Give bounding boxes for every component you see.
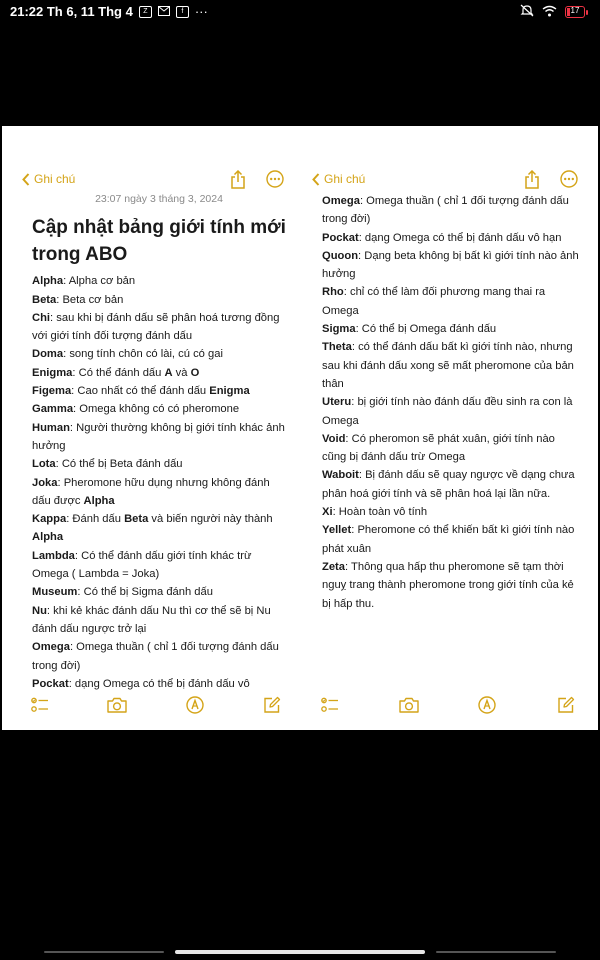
entry-term: Omega [322,195,360,207]
entry-desc: Pheromone hữu dụng nhưng không đánh dấu được [32,476,270,507]
entry-term: Gamma [32,403,74,416]
compose-button[interactable] [554,694,578,716]
entry-sep: : [63,348,70,361]
entry-sep: : [66,513,73,526]
status-time-date: 21:22 Th 6, 11 Thg 4 [10,4,133,19]
entry-b1: A [164,366,173,379]
checklist-icon [31,697,49,713]
mail-notification-icon [158,4,170,19]
entry-term: Quoon [322,249,359,262]
note-body[interactable] [32,190,286,693]
entry-item [32,309,286,346]
battery-percent: 17 [570,6,580,15]
entry-term: Joka [32,476,58,489]
entry-sep: : [56,293,63,306]
entry-item [32,547,286,584]
entry-item [322,338,580,393]
entry-desc: Hoàn toàn vô tính [338,506,428,519]
back-label: Ghi chú [324,172,366,186]
chevron-left-icon [22,173,30,186]
camera-button[interactable] [397,694,421,716]
entry-b2: O [190,366,200,379]
entry-term: Zeta [322,560,346,573]
entry-sep: : [50,311,57,324]
entry-item [32,583,286,601]
compose-button[interactable] [260,694,284,716]
entry-term: Figema [32,385,72,398]
notes-screen [2,126,598,730]
entry-desc: khi kẻ khác đánh dấu Nu thì cơ thể sẽ bị Nu đánh dấu ngược trở lại [32,604,271,635]
entry-term: Doma [32,348,64,361]
entry-item [322,283,580,320]
entry-item [322,247,580,284]
entry-item [32,382,286,400]
entry-desc: Có pheromon sẽ phát xuân, giới tính nào cũng bị đánh dấu trừ Omega [322,432,555,464]
entry-desc: Thông qua hấp thu pheromone sẽ tạm thời nguỵ trang thành pheromone trong giới tính của kẻ bị hấp thu. [322,560,574,610]
entry-term: Lota [32,458,56,471]
entry-desc: chỉ có thể làm đối phương mang thai ra Omega [322,286,546,317]
entry-sep: : [77,586,84,599]
checklist-icon [321,697,339,713]
entry-item [32,675,286,693]
entry-sep: : [68,677,75,690]
camera-icon [107,697,127,713]
entry-desc: Omega thuần ( chỉ 1 đối tượng đánh dấu trong đời) [32,641,279,672]
entry-desc: Đánh dấu [72,513,125,526]
entry-desc: Có thể bị Beta đánh dấu [61,458,183,471]
entry-desc: Có thể bị Omega đánh dấu [361,323,497,336]
entry-b2: Alpha [32,531,64,544]
entry-item [322,430,580,467]
status-left [10,4,208,19]
entry-item [322,192,580,229]
entry-sep: : [63,275,69,288]
entry-b1: Beta [124,513,149,526]
nav-bar [302,170,592,194]
compose-icon [557,696,575,714]
status-right [520,4,588,20]
entry-desc: Bị đánh dấu sẽ quay ngược về dạng chưa phân hoá giới tính và sẽ phân hoá lại lần nữa. [322,469,575,500]
entry-sep: : [343,286,350,299]
entry-mid: và biến người này thành [148,513,273,526]
entry-item [32,345,286,363]
checklist-button[interactable] [28,694,52,716]
entry-sep: : [332,506,339,519]
bottom-toolbar [302,692,592,718]
entry-desc: sau khi bị đánh dấu sẽ phân hoá tương đồng với giới tính đối tượng đánh dấu [32,311,280,343]
entry-item [322,229,580,247]
entry-list [322,192,580,613]
back-button[interactable] [312,172,365,186]
gesture-hint-left [44,951,164,953]
entry-desc: Omega không có có pheromone [79,403,240,416]
note-pane-right [302,126,592,730]
share-icon [524,170,540,190]
entry-term: Beta [32,293,57,306]
entry-term: Void [322,432,346,445]
entry-sep: : [358,249,365,262]
note-body[interactable] [322,192,580,613]
entry-sep: : [358,469,366,482]
battery-indicator [565,6,588,18]
silent-mode-icon [520,4,534,20]
entry-sep: : [345,560,352,573]
home-indicator[interactable] [175,950,425,954]
entry-sep: : [46,604,54,617]
gesture-hint-right [436,951,556,953]
entry-sep: : [345,432,352,445]
entry-b1: Alpha [83,494,115,507]
note-title: Cập nhật bảng giới tính mới trong ABO [32,217,286,266]
entry-term: Waboit [322,469,359,482]
entry-sep: : [74,549,82,562]
entry-item [322,521,580,558]
entry-sep: : [73,403,80,416]
entry-mid: và [172,366,191,379]
entry-item [32,474,286,511]
entry-term: Pockat [322,231,359,244]
entry-item [322,466,580,503]
compose-icon [263,696,281,714]
entry-item [322,320,580,338]
entry-term: Human [32,421,70,434]
entry-sep: : [71,385,78,398]
markup-pen-icon [478,696,496,714]
entry-desc: Cao nhất có thể đánh dấu [77,385,210,398]
entry-term: Rho [322,286,344,299]
entry-item [32,602,286,639]
entry-term: Sigma [322,323,356,336]
status-bar [0,0,600,24]
entry-desc: Alpha cơ bản [68,275,136,288]
entry-term: Chi [32,311,51,324]
entry-term: Omega [32,641,70,654]
entry-term: Uteru [322,396,352,409]
entry-sep: : [69,641,77,654]
facebook-notification-icon: f [176,6,189,18]
entry-term: Pockat [32,677,69,690]
entry-item [32,419,286,456]
entry-term: Lambda [32,549,75,562]
entry-item [32,400,286,418]
entry-item [32,510,286,547]
back-label: Ghi chú [34,172,76,186]
bottom-toolbar [12,692,298,718]
entry-desc: bị giới tính nào đánh dấu đều sinh ra con là Omega [322,396,573,427]
entry-desc: dạng Omega có thể bị đánh dấu vô [74,677,250,690]
entry-list [32,272,286,693]
entry-sep: : [57,476,64,489]
entry-sep: : [351,524,358,537]
entry-item [32,638,286,675]
entry-item [322,393,580,430]
entry-term: Nu [32,604,47,617]
entry-term: Alpha [32,275,64,288]
entry-item [32,364,286,382]
camera-button[interactable] [105,694,129,716]
entry-desc: Có thể đánh dấu [78,366,165,379]
status-more: ··· [194,4,208,19]
markup-button[interactable] [475,694,499,716]
ellipsis-circle-icon [266,170,284,188]
entry-term: Museum [32,586,78,599]
entry-desc: Omega thuần ( chỉ 1 đối tượng đánh dấu trong đời) [322,195,569,226]
entry-term: Theta [322,341,352,354]
entry-item [32,272,286,290]
markup-pen-icon [186,696,204,714]
entry-b1: Enigma [209,385,250,398]
entry-sep: : [359,195,367,207]
share-icon [230,170,246,190]
entry-sep: : [72,366,79,379]
entry-desc: có thể đánh dấu bất kì giới tính nào, nhưng sau khi đánh dấu xong sẽ mất pheromone của bản thân [322,341,574,390]
entry-sep: : [355,323,362,336]
entry-sep: : [69,421,77,434]
entry-desc: Có thể đánh dấu giới tính khác trừ Omega ( Lambda = Joka) [32,549,252,581]
entry-term: Xi [322,506,333,519]
entry-desc: Có thể bị Sigma đánh dấu [83,586,213,599]
markup-button[interactable] [183,694,207,716]
entry-desc: song tính chôn có lài, cú có gai [69,348,223,361]
note-date: 23:07 ngày 3 tháng 3, 2024 [95,193,223,205]
entry-term: Yellet [322,524,352,537]
entry-item [322,558,580,613]
entry-sep: : [358,231,365,244]
entry-item [322,503,580,521]
entry-desc: dạng Omega có thể bị đánh dấu vô hạn [364,231,562,244]
entry-sep: : [351,341,359,354]
checklist-button[interactable] [318,694,342,716]
wifi-icon [542,5,557,20]
entry-sep: : [55,458,62,471]
back-button[interactable] [22,172,75,186]
entry-item [32,455,286,473]
entry-desc: Người thường không bị giới tính khác ảnh hưởng [32,421,285,452]
entry-sep: : [351,396,358,409]
note-pane-left [12,126,298,730]
entry-desc: Pheromone có thể khiến bất kì giới tính nào phát xuân [322,524,575,555]
entry-term: Kappa [32,513,67,526]
zalo-notification-icon: Z [139,6,152,18]
chevron-left-icon [312,173,320,186]
more-button[interactable] [560,170,578,193]
entry-term: Enigma [32,366,73,379]
ellipsis-circle-icon [560,170,578,188]
entry-desc: Beta cơ bản [62,293,124,306]
camera-icon [399,697,419,713]
entry-desc: Dạng beta không bị bất kì giới tính nào ảnh hưởng [322,249,579,281]
entry-item [32,291,286,309]
